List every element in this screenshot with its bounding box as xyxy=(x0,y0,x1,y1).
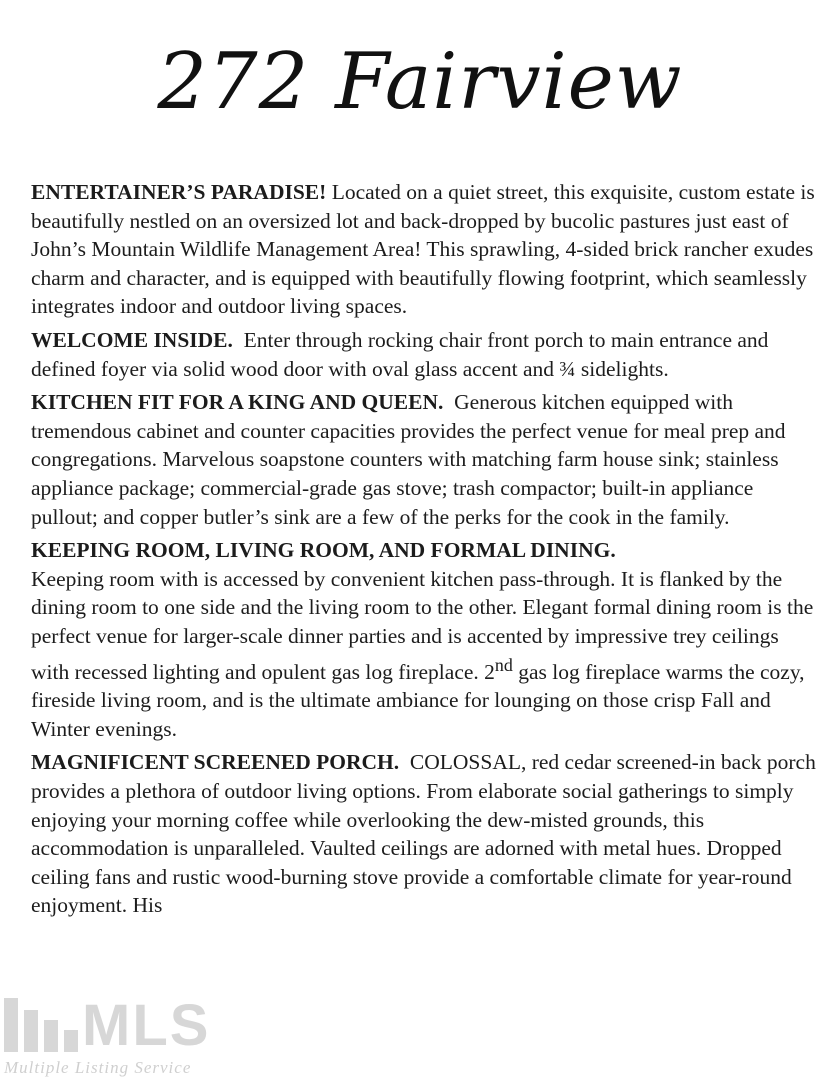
paragraph-heading: ENTERTAINER’S PARADISE! xyxy=(31,180,327,204)
paragraph-text: COLOSSAL, red cedar screened-in back porch provides a plethora of outdoor living options. From elaborate social gatherings to simply enjoying your morning coffee while overlooking the dew-misted grounds, this accommodation is unparalleled. Vaulted ceilings are adorned with metal hues. Dropped ceiling fans and rustic wood-burning stove provide a comfortable climate for year-round enjoyment. His xyxy=(31,750,816,918)
ordinal-suffix: nd xyxy=(494,654,513,675)
paragraph-kitchen xyxy=(31,388,821,531)
paragraph-screened-porch xyxy=(31,748,821,920)
document-title: 272 Fairview xyxy=(157,37,683,127)
mls-watermark xyxy=(0,990,230,1080)
document-body xyxy=(31,178,821,925)
mls-logo-icon xyxy=(2,990,80,1054)
mls-brand: MLS xyxy=(82,993,211,1058)
paragraph-welcome-inside xyxy=(31,326,821,383)
paragraph-heading: KEEPING ROOM, LIVING ROOM, AND FORMAL DINING. xyxy=(31,538,616,563)
mls-subtitle: Multiple Listing Service xyxy=(4,1058,192,1077)
paragraph-text: Located on a quiet street, this exquisite, custom estate is beautifully nestled on an oversized lot and back-dropped by bucolic pastures just east of John’s Mountain Wildlife Management Area! This sprawling, 4-sided brick rancher exudes charm and character, and is equipped with beautifully flowing footprint, which seamlessly integrates indoor and outdoor living spaces. xyxy=(31,180,815,319)
paragraph-heading: WELCOME INSIDE. xyxy=(31,327,233,352)
paragraph-entertainers-paradise xyxy=(31,178,821,321)
paragraph-text: Generous kitchen equipped with tremendous cabinet and counter capacities provides the perfect venue for meal prep and congregations. Marvelous soapstone counters with matching farm house sink; stainless appliance package; commercial-grade gas stove; trash compactor; built-in appliance pullout; and copper butler’s sink are a few of the perks for the cook in the family. xyxy=(31,390,786,529)
paragraph-text: Keeping room with is accessed by convenient kitchen pass-through. It is flanked by the dining room to one side and the living room to the other. Elegant formal dining room is the perfect venue for larger-scale dinner parties and is accented by impressive trey ceilings with recessed lighting and opulent gas log fireplace. 2 xyxy=(31,566,814,684)
paragraph-heading: KITCHEN FIT FOR A KING AND QUEEN. xyxy=(31,390,444,415)
paragraph-text-continued: gas log fireplace warms the cozy, fireside living room, and is the ultimate ambiance for lounging on those crisp Fall and Winter evenings. xyxy=(31,659,805,741)
paragraph-keeping-room xyxy=(31,536,821,743)
paragraph-text: Enter through rocking chair front porch to main entrance and defined foyer via solid wood door with oval glass accent and ¾ sidelights. xyxy=(31,327,769,381)
paragraph-heading: MAGNIFICENT SCREENED PORCH. xyxy=(31,750,400,775)
